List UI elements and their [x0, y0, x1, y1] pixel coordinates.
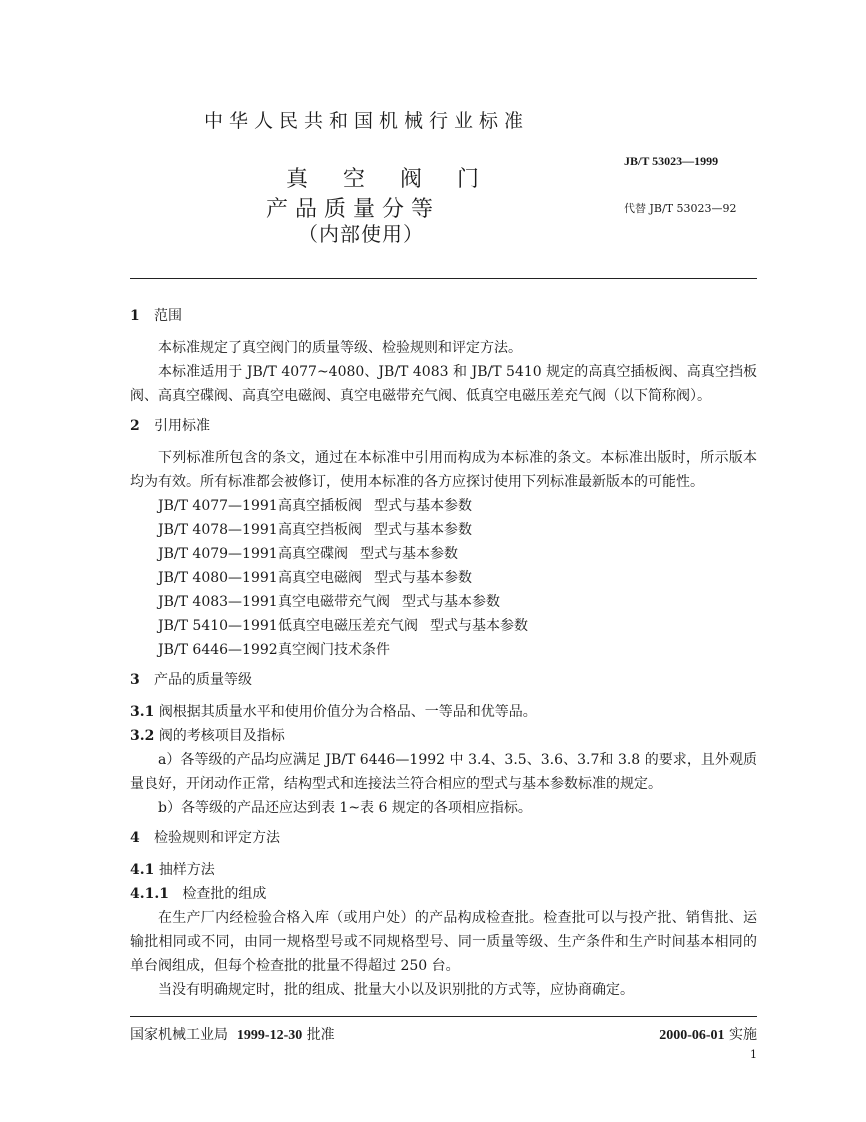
- approval-date: 1999-12-30: [236, 1028, 303, 1043]
- document-body: [130, 304, 757, 1002]
- section-title: 范围: [154, 308, 182, 324]
- reference-item: JB/T 4077—1991高真空插板阀 型式与基本参数: [158, 498, 472, 514]
- reference-item: JB/T 6446—1992真空阀门技术条件: [158, 642, 390, 658]
- subsection-title: 阀的考核项目及指标: [158, 728, 285, 744]
- paragraph: 下列标准所包含的条文，通过在本标准中引用而构成为本标准的条文。本标准出版时，所示版本均为有效。所有标准都会被修订，使用本标准的各方应探讨使用下列标准最新版本的可能性。: [130, 450, 757, 490]
- reference-item: JB/T 4078—1991高真空挡板阀 型式与基本参数: [158, 522, 472, 538]
- subsection-4-1-1: [130, 882, 757, 906]
- section-title: 产品的质量等级: [154, 672, 252, 688]
- subsection-title: 抽样方法: [158, 862, 215, 878]
- issuing-organization: 中华人民共和国机械行业标准: [204, 110, 530, 132]
- reference-item: JB/T 4079—1991高真空碟阀 型式与基本参数: [158, 546, 458, 562]
- section-2-heading: [130, 414, 757, 438]
- paragraph: 在生产厂内经检验合格入库（或用户处）的产品构成检查批。检查批可以与投产批、销售批、运输批相同或不同，由同一规格型号或不同规格型号、同一质量等级、生产条件和生产时间基本相同的单台阀组成，但每个检查批的批量不得超过 250 台。: [130, 910, 757, 974]
- paragraph: 当没有明确规定时，批的组成、批量大小以及识别批的方式等，应协商确定。: [158, 982, 634, 998]
- list-item-b: b）各等级的产品还应达到表 1~表 6 规定的各项相应指标。: [158, 800, 532, 816]
- paragraph: 本标准适用于 JB/T 4077~4080、JB/T 4083 和 JB/T 5410 规定的高真空插板阀、高真空挡板阀、高真空碟阀、高真空电磁阀、真空电磁带充气阀、低真空电磁压差充气阀（以下简称阀）。: [130, 364, 757, 404]
- standard-code: JB/T 53023—1999: [624, 154, 719, 168]
- subsection-3-2: [130, 724, 757, 748]
- replaces-standard: 代替 JB/T 53023—92: [624, 202, 737, 215]
- subsection-3-1: [130, 700, 757, 724]
- implementation-action: 实施: [729, 1027, 757, 1043]
- footer-divider: [130, 1016, 757, 1017]
- reference-item: JB/T 4083—1991真空电磁带充气阀 型式与基本参数: [158, 594, 500, 610]
- section-number: 3: [130, 672, 140, 688]
- approval-info: [130, 1024, 335, 1044]
- paragraph: 本标准规定了真空阀门的质量等级、检验规则和评定方法。: [158, 340, 522, 356]
- approval-action: 批准: [306, 1027, 335, 1043]
- subsection-number: 3.1: [130, 704, 155, 720]
- section-title: 引用标准: [154, 418, 210, 434]
- subsection-text: 阀根据其质量水平和使用价值分为合格品、一等品和优等品。: [158, 704, 537, 720]
- section-title: 检验规则和评定方法: [154, 830, 280, 846]
- subsection-number: 4.1: [130, 862, 155, 878]
- subsection-4-1: [130, 858, 757, 882]
- section-number: 1: [130, 308, 140, 324]
- section-1-heading: [130, 304, 757, 328]
- implementation-info: [659, 1024, 757, 1044]
- subsection-title: 检查批的组成: [182, 886, 267, 902]
- section-4-heading: [130, 826, 757, 850]
- subsection-number: 3.2: [130, 728, 155, 744]
- page-number: 1: [750, 1048, 757, 1061]
- document-title-line1: 真 空 阀 门: [286, 167, 493, 192]
- header-divider: [130, 278, 757, 279]
- list-item-a: a）各等级的产品均应满足 JB/T 6446—1992 中 3.4、3.5、3.6、3.7和 3.8 的要求，且外观质量良好，开闭动作正常，结构型式和连接法兰符合相应的型式与基本参数标准的规定。: [130, 752, 757, 792]
- section-3-heading: [130, 668, 757, 692]
- implementation-date: 2000-06-01: [659, 1028, 725, 1043]
- reference-item: JB/T 5410—1991低真空电磁压差充气阀 型式与基本参数: [158, 618, 528, 634]
- reference-item: JB/T 4080—1991高真空电磁阀 型式与基本参数: [158, 570, 472, 586]
- reference-list: [130, 494, 757, 662]
- section-number: 4: [130, 830, 140, 846]
- approving-organization: 国家机械工业局: [130, 1027, 228, 1043]
- section-number: 2: [130, 418, 140, 434]
- document-title-line2: 产品质量分等: [266, 197, 441, 222]
- subsection-number: 4.1.1: [130, 886, 169, 902]
- document-title-line3: （内部使用）: [298, 222, 424, 246]
